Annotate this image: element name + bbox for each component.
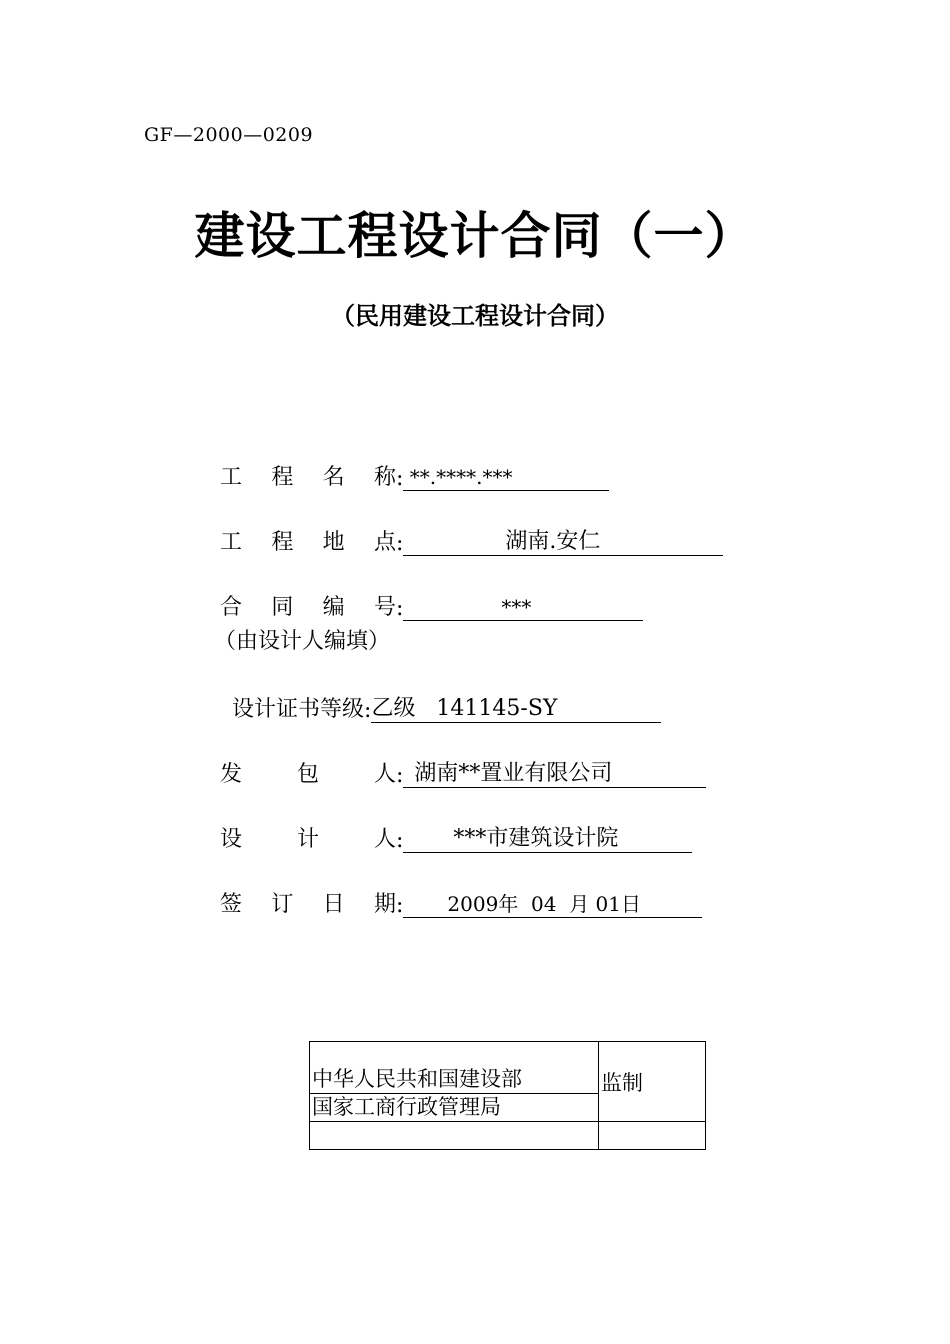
- project-location-value: 湖南.安仁: [403, 528, 723, 556]
- field-label: 工 程 地 点: [220, 530, 396, 555]
- field-colon: :: [364, 698, 372, 723]
- field-label: 发 包 人: [220, 762, 396, 787]
- field-label: 签 订 日 期: [220, 892, 396, 917]
- project-name-value: **.****.***: [403, 463, 609, 491]
- field-label: 设计证书等级: [232, 697, 365, 722]
- field-cert-level: [232, 692, 661, 723]
- field-project-name: [220, 460, 609, 491]
- field-colon: :: [396, 466, 404, 491]
- field-colon: :: [396, 763, 404, 788]
- supervision-mark: 监制: [599, 1042, 706, 1122]
- field-designer: [220, 822, 692, 853]
- cert-level-value: 乙级 141145-SY: [371, 695, 661, 723]
- field-label: 设 计 人: [220, 827, 396, 852]
- field-colon: :: [396, 531, 404, 556]
- supervisor-construction-ministry: 中华人民共和国建设部: [310, 1042, 599, 1094]
- field-project-location: [220, 525, 723, 556]
- field-contract-no: [220, 590, 643, 621]
- field-colon: :: [396, 596, 404, 621]
- designer-value: ***市建筑设计院: [403, 825, 692, 853]
- table-row: [310, 1042, 706, 1094]
- field-label: 合 同 编 号: [220, 595, 396, 620]
- empty-cell: [599, 1122, 706, 1150]
- table-row: [310, 1122, 706, 1150]
- contract-no-value: ***: [403, 593, 643, 621]
- empty-cell: [310, 1122, 599, 1150]
- document-subtitle: （民用建设工程设计合同）: [331, 302, 619, 330]
- supervisor-industry-commerce-bureau: 国家工商行政管理局: [310, 1094, 599, 1122]
- field-label: 工 程 名 称: [220, 465, 396, 490]
- employer-value: 湖南**置业有限公司: [403, 760, 706, 788]
- field-sign-date: [220, 887, 702, 918]
- sign-date-value: 2009年 04 月 01日: [403, 890, 702, 918]
- document-code: GF—2000—0209: [144, 124, 314, 146]
- field-employer: [220, 757, 706, 788]
- field-colon: :: [396, 893, 404, 918]
- supervision-table: [309, 1041, 706, 1150]
- document-title: 建设工程设计合同（一）: [194, 207, 756, 265]
- field-colon: :: [396, 828, 404, 853]
- contract-no-note: （由设计人编填）: [214, 629, 391, 654]
